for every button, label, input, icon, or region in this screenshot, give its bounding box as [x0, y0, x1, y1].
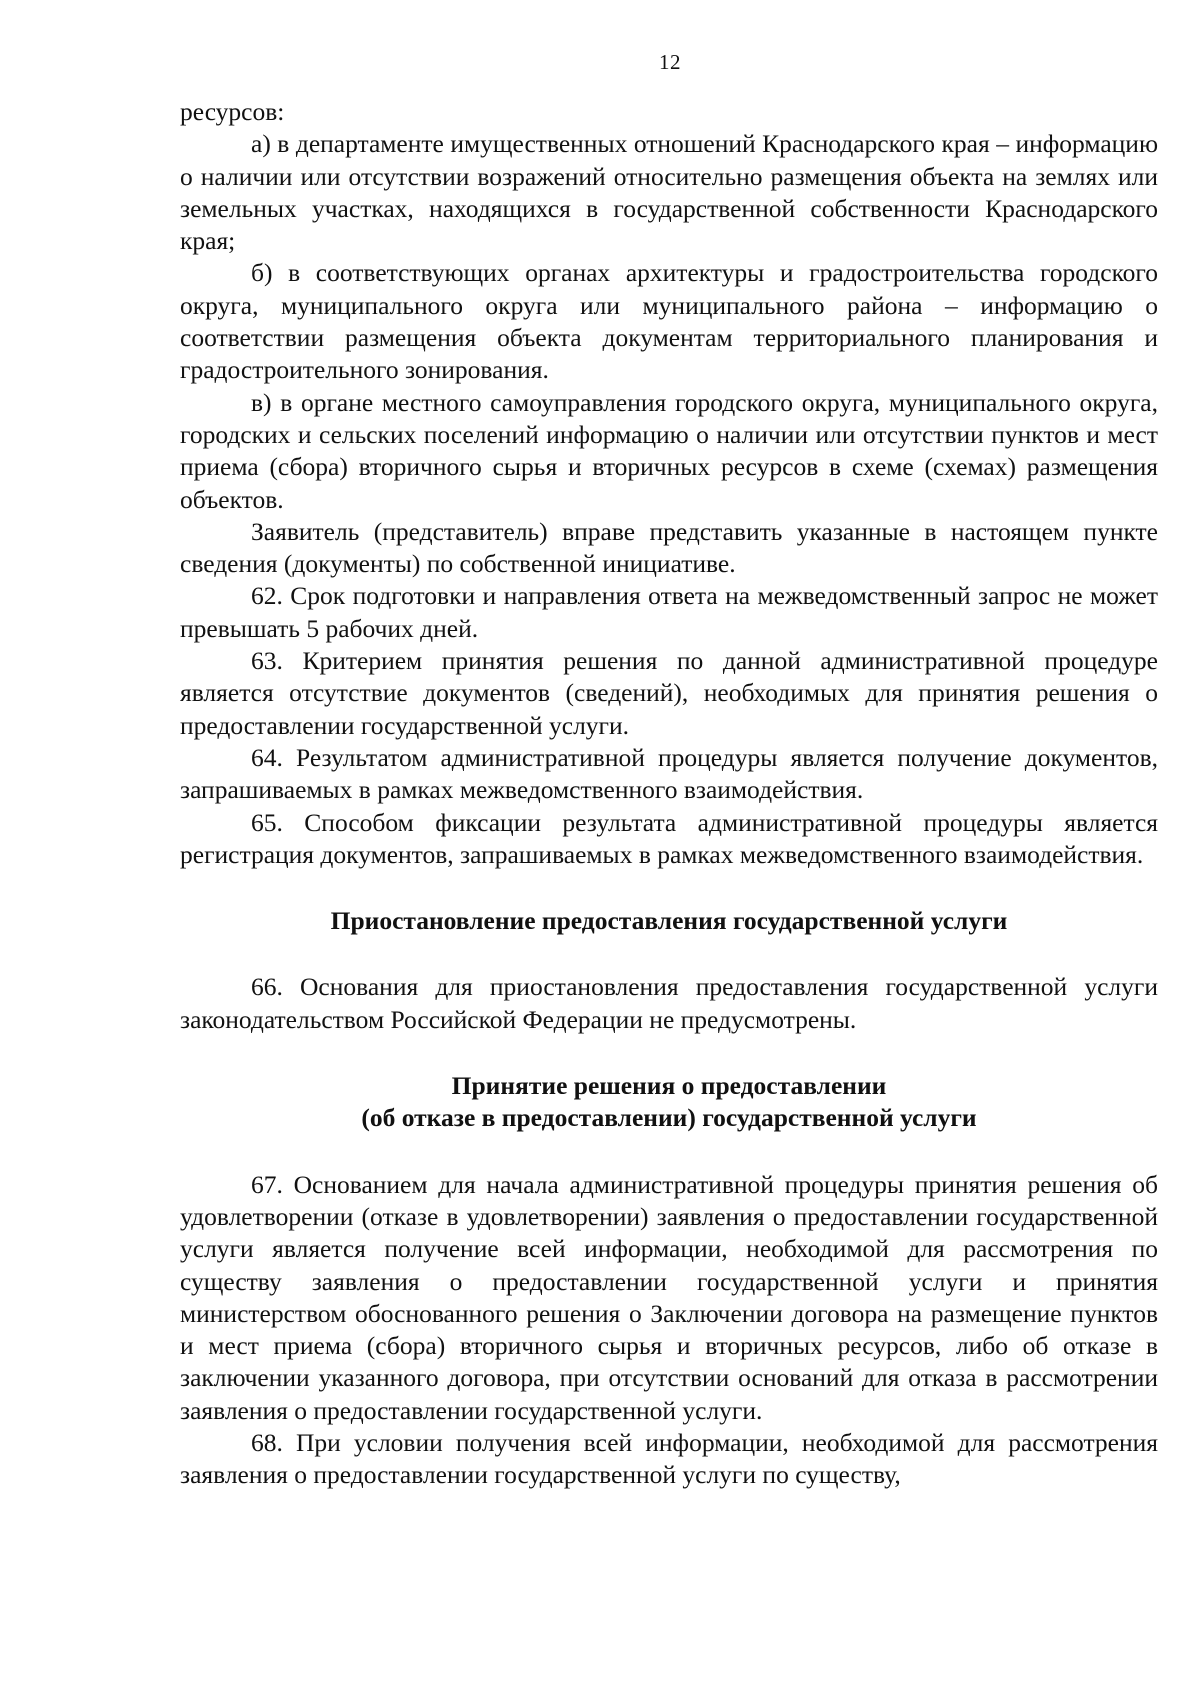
paragraph-64: 64. Результатом административной процедуры является получение документов, запрашиваемых в рамках межведомственного взаимодействия.	[180, 742, 1158, 805]
paragraph-68: 68. При условии получения всей информации, необходимой для рассмотрения заявления о предоставлении государственной услуги по существу,	[180, 1427, 1158, 1490]
paragraph-resources-continuation: ресурсов:	[180, 97, 285, 126]
paragraph-67: 67. Основанием для начала административной процедуры принятия решения об удовлетворении (отказе в удовлетворении) заявления о предоставлении государственной услуги является получение всей информации, необходимой для рассмотрения по существу заявления о предоставлении государственной услуги и принятия министерством обоснованного решения о Заключении договора на размещение пунктов и мест приема (сбора) вторичного сырья и вторичных ресурсов, либо об отказе в заключении указанного договора, при отсутствии оснований для отказа в рассмотрении заявления о предоставлении государственной услуги.	[180, 1169, 1158, 1425]
paragraph-applicant-right: Заявитель (представитель) вправе представить указанные в настоящем пункте сведения (документы) по собственной инициативе.	[180, 516, 1158, 579]
paragraph-62: 62. Срок подготовки и направления ответа на межведомственный запрос не может превышать 5 рабочих дней.	[180, 581, 1158, 643]
section-heading-suspension: Приостановление предоставления государственной услуги	[330, 906, 1008, 936]
paragraph-item-a: а) в департаменте имущественных отношений Краснодарского края – информацию о наличии или отсутствии возражений относительно размещения объекта на землях или земельных участках, находящихся в государственной собственности Краснодарского края;	[180, 129, 1158, 256]
page-number: 12	[659, 50, 681, 74]
paragraph-item-b: б) в соответствующих органах архитектуры и градостроительства городского округа, муниципального округа или муниципального района – информацию о соответствии размещения объекта документам территориального планирования и градостроительного зонирования.	[180, 258, 1158, 385]
section-heading-decision-line-2: (об отказе в предоставлении) государственной услуги	[361, 1103, 977, 1133]
section-heading-decision	[180, 1070, 1158, 1135]
paragraph-65: 65. Способом фиксации результата административной процедуры является регистрация документов, запрашиваемых в рамках межведомственного взаимодействия.	[180, 807, 1158, 869]
paragraph-66: 66. Основания для приостановления предоставления государственной услуги законодательством Российской Федерации не предусмотрены.	[180, 972, 1158, 1034]
paragraph-63: 63. Критерием принятия решения по данной административной процедуре является отсутствие документов (сведений), необходимых для принятия решения о предоставлении государственной услуги.	[180, 646, 1158, 740]
section-heading-decision-line-1: Принятие решения о предоставлении	[451, 1071, 887, 1101]
document-body	[180, 96, 1158, 1492]
paragraph-item-v: в) в органе местного самоуправления городского округа, муниципального округа, городских и сельских поселений информацию о наличии или отсутствии пунктов и мест приема (сбора) вторичного сырья и вторичных ресурсов в схеме (схемах) размещения объектов.	[180, 387, 1158, 514]
